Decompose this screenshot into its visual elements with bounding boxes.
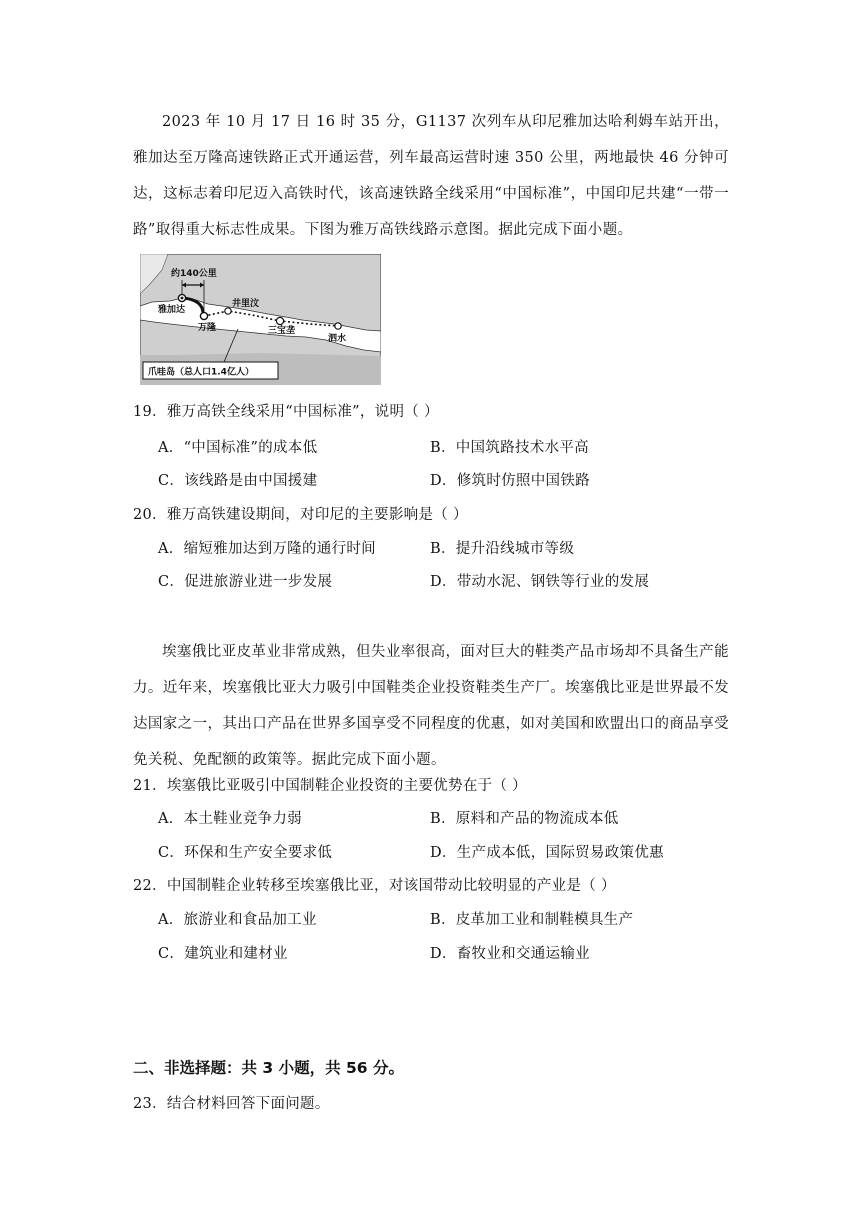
q21-option-c[interactable]: C．环保和生产安全要求低 bbox=[158, 845, 333, 861]
station-surabaya bbox=[335, 323, 341, 329]
q22-option-b[interactable]: B．皮革加工业和制鞋模具生产 bbox=[430, 912, 634, 928]
q21-option-a[interactable]: A．本土鞋业竞争力弱 bbox=[158, 811, 302, 827]
station-bandung bbox=[200, 312, 207, 319]
question-21-stem: 21．埃塞俄比亚吸引中国制鞋企业投资的主要优势在于（ ） bbox=[133, 778, 527, 794]
q22-option-c[interactable]: C．建筑业和建材业 bbox=[158, 946, 288, 962]
q20-option-c[interactable]: C．促进旅游业进一步发展 bbox=[158, 574, 333, 590]
q20-option-b[interactable]: B．提升沿线城市等级 bbox=[430, 541, 575, 557]
q22-option-d[interactable]: D．畜牧业和交通运输业 bbox=[430, 946, 590, 962]
city-label-jakarta: 雅加达 bbox=[158, 305, 186, 315]
passage-high-speed-rail: 2023 年 10 月 17 日 16 时 35 分，G1137 次列车从印尼雅加达哈利姆车站开出，雅加达至万隆高速铁路正式开通运营，列车最高运营时速 350 公里，两地最快 46 分钟可达，这标志着印尼迈入高铁时代，该高速铁路全线采用“中国标准”，中国印尼共建“一带一路”取得重大标志性成果。下图为雅万高铁线路示意图。据此完成下面小题。 bbox=[133, 114, 729, 238]
question-22-stem: 22．中国制鞋企业转移至埃塞俄比亚，对该国带动比较明显的产业是（ ） bbox=[133, 878, 616, 894]
question-23-stem: 23．结合材料回答下面问题。 bbox=[133, 1096, 330, 1112]
island-label: 爪哇岛（总人口1.4亿人） bbox=[148, 367, 254, 378]
q19-option-c[interactable]: C．该线路是由中国援建 bbox=[158, 473, 318, 489]
section-2-heading: 二、非选择题：共 3 小题，共 56 分。 bbox=[133, 1059, 404, 1077]
q22-option-a[interactable]: A．旅游业和食品加工业 bbox=[158, 912, 317, 928]
q20-option-a[interactable]: A．缩短雅加达到万隆的通行时间 bbox=[158, 541, 376, 557]
jakarta-bandung-railway-map bbox=[140, 254, 381, 385]
question-20-stem: 20．雅万高铁建设期间，对印尼的主要影响是（ ） bbox=[133, 507, 468, 523]
railway-map-figure bbox=[140, 254, 381, 385]
q21-option-b[interactable]: B．原料和产品的物流成本低 bbox=[430, 811, 619, 827]
q20-option-d[interactable]: D．带动水泥、钢铁等行业的发展 bbox=[430, 574, 650, 590]
q21-option-d[interactable]: D．生产成本低，国际贸易政策优惠 bbox=[430, 845, 664, 861]
city-label-cirebon: 井里汶 bbox=[232, 299, 260, 309]
station-cirebon bbox=[225, 308, 231, 314]
q19-option-b[interactable]: B．中国筑路技术水平高 bbox=[430, 440, 589, 456]
question-19-stem: 19．雅万高铁全线采用“中国标准”，说明（ ） bbox=[133, 404, 439, 420]
distance-label: 约140公里 bbox=[171, 269, 217, 279]
city-label-bandung: 万隆 bbox=[198, 323, 217, 333]
city-label-surabaya: 泗水 bbox=[328, 334, 347, 344]
q19-option-a[interactable]: A．“中国标准”的成本低 bbox=[158, 440, 318, 456]
station-semarang bbox=[276, 317, 283, 324]
passage-ethiopia-shoe-industry: 埃塞俄比亚皮革业非常成熟，但失业率很高，面对巨大的鞋类产品市场却不具备生产能力。近年来，埃塞俄比亚大力吸引中国鞋类企业投资鞋类生产厂。埃塞俄比亚是世界最不发达国家之一，其出口产品在世界多国享受不同程度的优惠，如对美国和欧盟出口的商品享受免关税、免配额的政策等。据此完成下面小题。 bbox=[133, 644, 729, 768]
city-label-semarang: 三宝垄 bbox=[268, 326, 296, 336]
q19-option-d[interactable]: D．修筑时仿照中国铁路 bbox=[430, 473, 590, 489]
